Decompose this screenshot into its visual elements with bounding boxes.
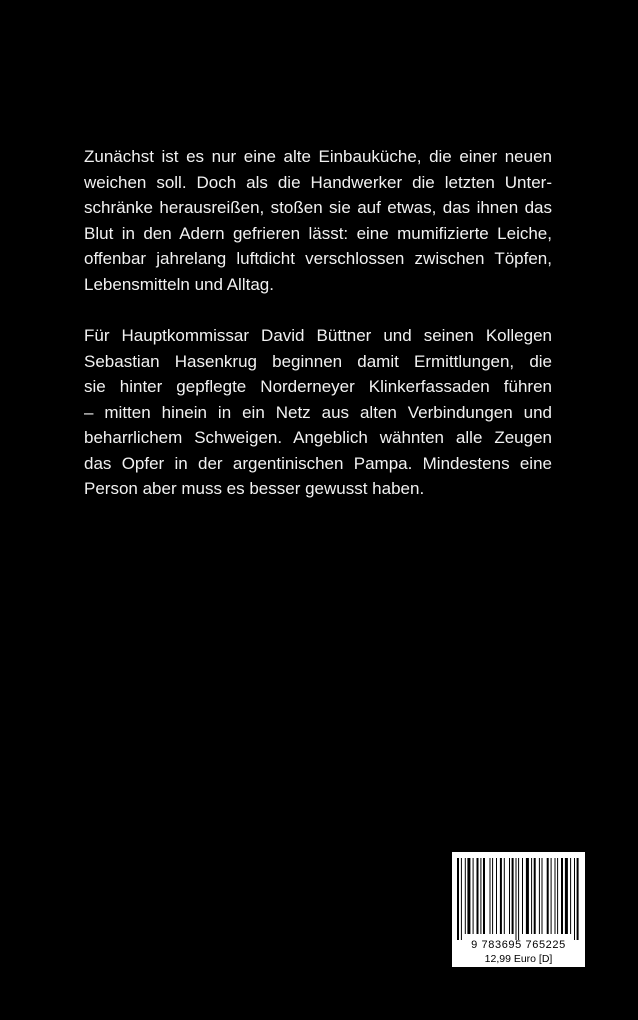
barcode-bar: [531, 858, 532, 934]
isbn-barcode: [452, 852, 585, 967]
blurb-line: Sebastian Hasenkrug beginnen damit Ermittlungen, die: [84, 351, 552, 371]
blurb-line: beharrlichem Schweigen. Angeblich wähnten alle Zeugen: [84, 428, 552, 447]
price-label: 12,99 Euro [D]: [484, 953, 553, 965]
barcode-bar: [480, 858, 481, 934]
barcode-bar: [551, 858, 552, 934]
barcode-bar: [577, 858, 579, 940]
barcode-bar: [504, 858, 505, 934]
barcode-bar: [500, 858, 502, 934]
blurb-line: offenbar jahrelang luftdicht verschlossen zwischen Töpfen,: [84, 249, 552, 268]
barcode-bar: [512, 858, 514, 934]
barcode-bar: [457, 858, 459, 940]
barcode-bar: [542, 858, 543, 934]
barcode-bar: [496, 858, 497, 934]
blurb-line: – mitten hinein in ein Netz aus alten Verbindungen und: [84, 402, 552, 422]
barcode-bar: [547, 858, 549, 934]
barcode-bar: [557, 858, 558, 934]
barcode-bar: [467, 858, 470, 934]
blurb-line: Lebensmitteln und Alltag.: [84, 274, 274, 294]
barcode-bar: [574, 858, 575, 940]
barcode-bar: [561, 858, 563, 934]
blurb-line: weichen soll. Doch als die Handwerker die letzten Unter-: [84, 172, 552, 192]
barcode-bar: [555, 858, 556, 934]
barcode-bar: [490, 858, 491, 934]
barcode-bar: [539, 858, 540, 934]
blurb-text: [84, 144, 552, 528]
blurb-line: das Opfer in der argentinischen Pampa. Mindestens eine: [84, 453, 552, 473]
blurb-paragraph-2: [84, 323, 552, 502]
blurb-paragraph-1: [84, 144, 552, 297]
barcode-bar: [526, 858, 529, 934]
barcode-bar: [461, 858, 462, 940]
barcode-bar: [483, 858, 485, 934]
barcode-bar: [522, 858, 523, 934]
barcode-bar: [509, 858, 510, 934]
barcode-bar: [534, 858, 536, 934]
barcode-bar: [518, 858, 519, 940]
blurb-line: Zunächst ist es nur eine alte Einbauküche, die einer neuen: [84, 147, 552, 166]
blurb-line: Blut in den Adern gefrieren lässt: eine mumifizierte Leiche,: [84, 223, 552, 243]
barcode-bar: [465, 858, 466, 934]
barcode-bar: [492, 858, 493, 934]
barcode-bar: [516, 858, 517, 940]
blurb-line: schränke herausreißen, stoßen sie auf etwas, das ihnen das: [84, 198, 552, 217]
blurb-line: Für Hauptkommissar David Büttner und seinen Kollegen: [84, 326, 552, 345]
barcode-bars: [456, 858, 581, 940]
barcode-bar: [570, 858, 571, 934]
barcode-bar: [473, 858, 474, 934]
blurb-line: sie hinter gepflegte Norderneyer Klinkerfassaden führen: [84, 377, 552, 396]
blurb-line: Person aber muss es besser gewusst haben.: [84, 479, 425, 498]
barcode-bar: [477, 858, 479, 934]
barcode-bar: [565, 858, 568, 934]
isbn-number: 9 783695 765225: [471, 939, 566, 951]
